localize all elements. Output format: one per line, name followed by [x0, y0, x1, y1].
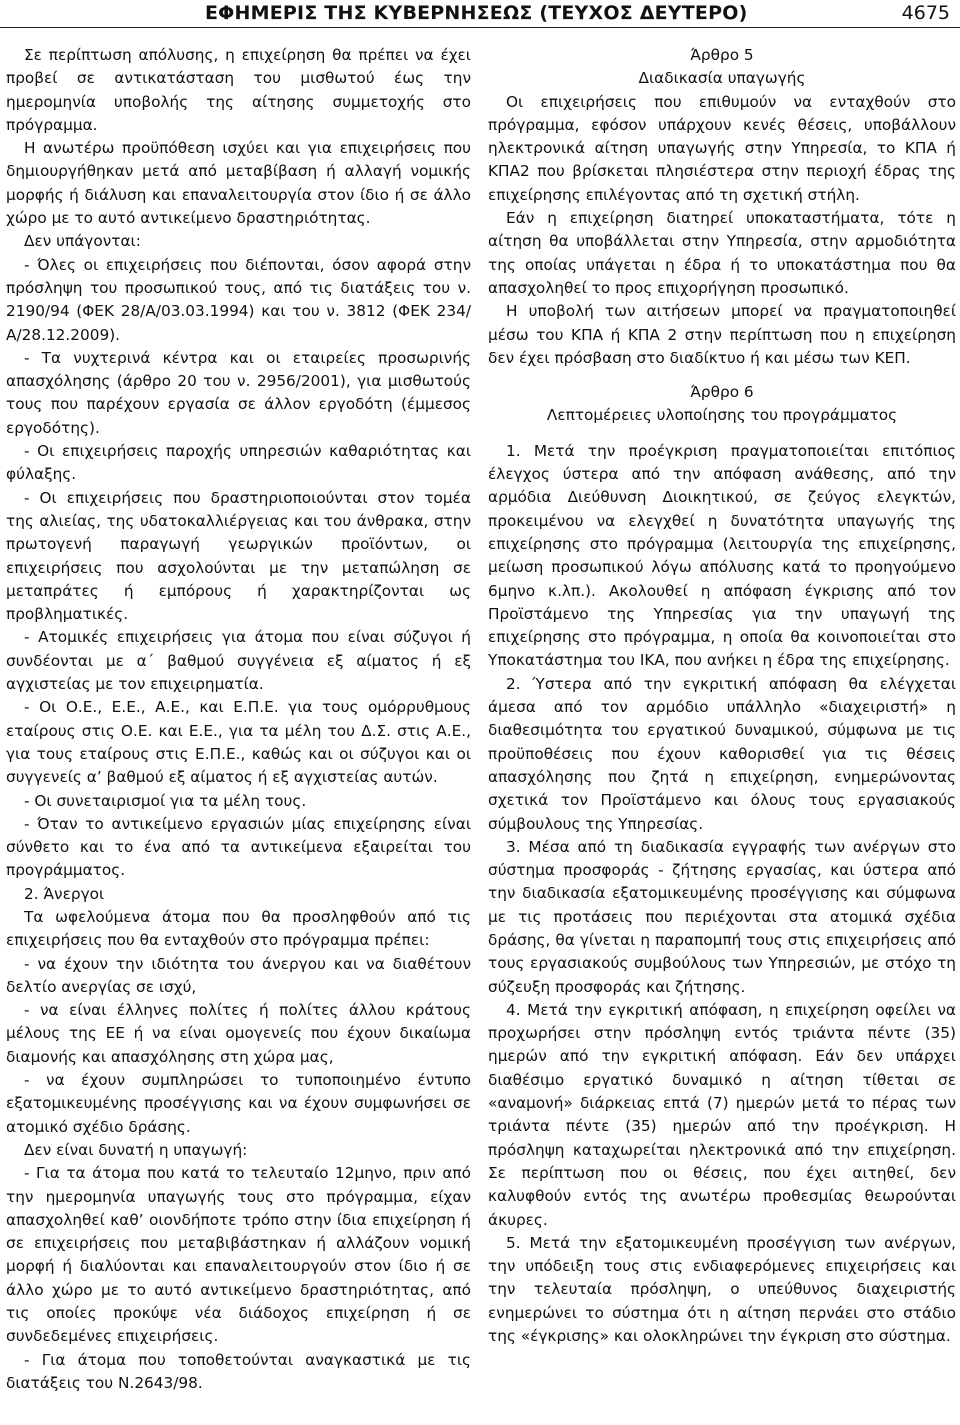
left-column [6, 44, 471, 1395]
paragraph: Σε περίπτωση απόλυσης, η επιχείρηση θα πρέπει να έχει προβεί σε αντικατάσταση του μισθωτού έως την ημερομηνία υποβολής της αίτησης συμμετοχής στο πρόγραμμα. [6, 46, 471, 134]
list-item: - Ατομικές επιχειρήσεις για άτομα που είναι σύζυγοι ή συνδέονται με α΄ βαθμού συγγένεια εξ αίματος ή εξ αγχιστείας με τον επιχειρηματία. [6, 628, 471, 694]
list-item: - Οι επιχειρήσεις που δραστηριοποιούνται στον τομέα της αλιείας, της υδατοκαλλιέργειας και του άνθρακα, στην πρωτογενή παραγωγή γεωργικών προϊόντων, οι επιχειρήσεις που ασχολούνται με την μεταπώληση σε μεταπράτες ή εμπόρους ή χαρακτηρίζονται ως προβληματικές. [6, 488, 471, 624]
page-header [0, 0, 960, 34]
right-column [488, 44, 956, 1348]
paragraph: Οι επιχειρήσεις που επιθυμούν να ενταχθούν στο πρόγραμμα, εφόσον υπάρχουν κενές θέσεις, υποβάλλουν ηλεκτρονικά αίτηση υπαγωγής στην Υπηρεσία, το ΚΠΑ ή ΚΠΑ2 που βρίσκεται πλησιέστερα στην περιοχή έδρας της επιχείρησης επιλέγοντας από τη σχετική στήλη. [488, 92, 956, 204]
list-item: - Όταν το αντικείμενο εργασιών μίας επιχείρησης είναι σύνθετο και το ένα από τα αντικείμενα εξαιρείται του προγράμματος. [6, 814, 471, 880]
list-item: - να έχουν την ιδιότητα του άνεργου και να διαθέτουν δελτίο ανεργίας σε ισχύ, [6, 954, 471, 996]
article-5-heading: Άρθρο 5 [690, 46, 754, 64]
gazette-title: ΕΦΗΜΕΡΙΣ ΤΗΣ ΚΥΒΕΡΝΗΣΕΩΣ (ΤΕΥΧΟΣ ΔΕΥΤΕΡΟ) [205, 2, 748, 24]
paragraph: Εάν η επιχείρηση διατηρεί υποκαταστήματα, τότε η αίτηση θα υποβάλλεται στην Υπηρεσία, στην αρμοδιότητα της οποίας υπάγεται η έδρα ή το υποκατάστημα που θα απασχοληθεί το προς επιχορήγηση προσωπικό. [488, 209, 956, 297]
paragraph: 5. Μετά την εξατομικευμένη προσέγγιση των ανέργων, την υπόδειξη τους στις ενδιαφερόμενες επιχειρήσεις και την τελευταία πρόσληψη, ο υπεύθυνος διαχειριστής ενημερώνει το σύστημα ότι η αίτηση περνάει στο στάδιο της «έγκρισης» και ολοκληρώνει την έγκριση στο σύστημα. [488, 1233, 956, 1346]
article-5-title: Διαδικασία υπαγωγής [638, 69, 806, 88]
paragraph: 4. Μετά την εγκριτική απόφαση, η επιχείρηση οφείλει να προχωρήσει στην πρόσληψη εντός τριάντα πέντε (35) ημερών από την εγκριτική απόφαση. Εάν δεν υπάρχει διαθέσιμο εργατικό δυναμικό η αίτηση τίθεται σε «αναμονή» διάρκειας επτά (7) ημερών μετά το πέρας των τριάντα πέντε (35) ημερών από την προέγκριση. Η πρόσληψη καταχωρείται ηλεκτρονικά από την επιχείρηση. Σε περίπτωση που οι θέσεις, που έχει αιτηθεί, δεν καλυφθούν εντός της ανωτέρω προθεσμίας θεωρούνται άκυρες. [488, 1000, 956, 1229]
article-6-title: Λεπτομέρειες υλοποίησης του προγράμματος [546, 406, 898, 425]
list-item: - Για άτομα που τοποθετούνται αναγκαστικά με τις διατάξεις του Ν.2643/98. [6, 1350, 471, 1392]
paragraph: Δεν είναι δυνατή η υπαγωγή: [24, 1140, 248, 1159]
list-item: - Οι επιχειρήσεις παροχής υπηρεσιών καθαριότητας και φύλαξης. [6, 442, 471, 484]
list-item: - Οι συνεταιρισμοί για τα μέλη τους. [24, 791, 307, 810]
paragraph: Τα ωφελούμενα άτομα που θα προσληφθούν από τις επιχειρήσεις που θα ενταχθούν στο πρόγραμμα πρέπει: [6, 907, 471, 950]
section-heading: 2. Άνεργοι [24, 884, 105, 903]
paragraph: 2. Ύστερα από την εγκριτική απόφαση θα ελέγχεται άμεσα από τον αρμόδιο υπάλληλο «διαχειριστή» η διαθεσιμότητα του εργατικού δυναμικού, σύμφωνα με τις προϋποθέσεις που έχουν καθορισθεί για τις θέσεις απασχόλησης που ζητά η επιχείρηση, ενημερώνοντας σχετικά τον Προϊστάμενο και όλους τους εργασιακούς σύμβουλους της Υπηρεσίας. [488, 674, 956, 833]
list-item: - Για τα άτομα που κατά το τελευταίο 12μηνο, πριν από την ημερομηνία υπαγωγής τους στο πρόγραμμα, είχαν απασχοληθεί καθ’ οιονδήποτε τρόπο στην ίδια επιχείρηση ή σε επιχειρήσεις που μεταβιβάστηκαν ή αλλάζουν νομική μορφή ή διαλύονται και επαναλειτουργούν στον ίδιο ή σε άλλο χώρο με το αυτό αντικείμενο δραστηριότητας, από τις οποίες προκύψε νέα διάδοχος επιχείρηση ή σε συνδεδεμένες επιχειρήσεις. [6, 1164, 471, 1346]
list-item: - Όλες οι επιχειρήσεις που διέπονται, όσον αφορά στην πρόσληψη του προσωπικού τους, από τις διατάξεις του ν. 2190/94 (ΦΕΚ 28/Α/03.03.1994) και του ν. 3812 (ΦΕΚ 234/Α/28.12.2009). [6, 255, 471, 344]
paragraph: 3. Μέσα από τη διαδικασία εγγραφής των ανέργων στο σύστημα προσφοράς - ζήτησης εργασίας, και ύστερα από την διαδικασία εξατομικευμένης προσέγγισης και σύμφωνα με τις προτάσεις που περιέχονται στα ατομικά σχέδια δράσης, θα γίνεται η παραπομπή τους στις επιχειρήσεις από τους εργασιακούς συμβούλους των Υπηρεσιών, με στόχο τη σύζευξη προσφοράς και ζήτησης. [488, 837, 956, 996]
list-item: - να έχουν συμπληρώσει το τυποποιημένο έντυπο εξατομικευμένης προσέγγισης και να έχουν συμφωνήσει σε ατομικό σχέδιο δράσης. [6, 1071, 471, 1136]
list-item: - να είναι έλληνες πολίτες ή πολίτες άλλου κράτους μέλους της ΕΕ ή να είναι ομογενείς που έχουν δικαίωμα διαμονής και απασχόλησης στη χώρα μας, [6, 1001, 471, 1066]
list-item: - Οι Ο.Ε., Ε.Ε., Α.Ε., και Ε.Π.Ε. για τους ομόρρυθμους εταίρους στις Ο.Ε. και Ε.Ε., για τα μέλη του Δ.Σ. στις Α.Ε., για τους εταίρους στις Ε.Π.Ε., καθώς και οι σύζυγοι και οι συγγενείς α’ βαθμού εξ αίματος ή εξ αγχιστείας αυτών. [6, 698, 471, 787]
paragraph: Η υποβολή των αιτήσεων μπορεί να πραγματοποιηθεί μέσω του ΚΠΑ ή ΚΠΑ 2 στην περίπτωση που η επιχείρηση δεν έχει πρόσβαση στο διαδίκτυο ή και μέσω των ΚΕΠ. [488, 302, 956, 367]
page-number: 4675 [901, 2, 950, 24]
paragraph: Δεν υπάγονται: [24, 232, 141, 251]
article-6-heading: Άρθρο 6 [690, 383, 754, 402]
header-divider [0, 27, 960, 28]
paragraph: 1. Μετά την προέγκριση πραγματοποιείται επιτόπιος έλεγχος ύστερα από την απόφαση ανάθεσης, από την αρμόδια Διεύθυνση Διοικητικού, σε ζεύγος ελεγκτών, προκειμένου να ελεγχθεί η δυνατότητα υπαγωγής της επιχείρησης στο πρόγραμμα (λειτουργία της επιχείρησης, μείωση προσωπικού λόγω απόλυσης κατά το προηγούμενο 6μηνο κ.λπ.). Ακολουθεί η απόφαση έγκρισης από τον Προϊστάμενο της Υπηρεσίας για την υπαγωγή της επιχείρησης στο πρόγραμμα, η οποία θα κοινοποιείται στο Υποκατάστημα του ΙΚΑ, που ανήκει η έδρα της επιχείρησης. [488, 441, 956, 670]
paragraph: Η ανωτέρω προϋπόθεση ισχύει και για επιχειρήσεις που δημιουργήθηκαν μετά από μεταβίβαση ή αλλαγή νομικής μορφής ή διάλυση και επαναλειτουργία στον ίδιο ή σε άλλο χώρο με το αυτό αντικείμενο δραστηριότητας. [6, 139, 471, 228]
list-item: - Τα νυχτερινά κέντρα και οι εταιρείες προσωρινής απασχόλησης (άρθρο 20 του ν. 2956/2001), για μισθωτούς τους που παρέχουν εργασία σε άλλον εργοδότη (έμμεσος εργοδότης). [6, 348, 471, 437]
